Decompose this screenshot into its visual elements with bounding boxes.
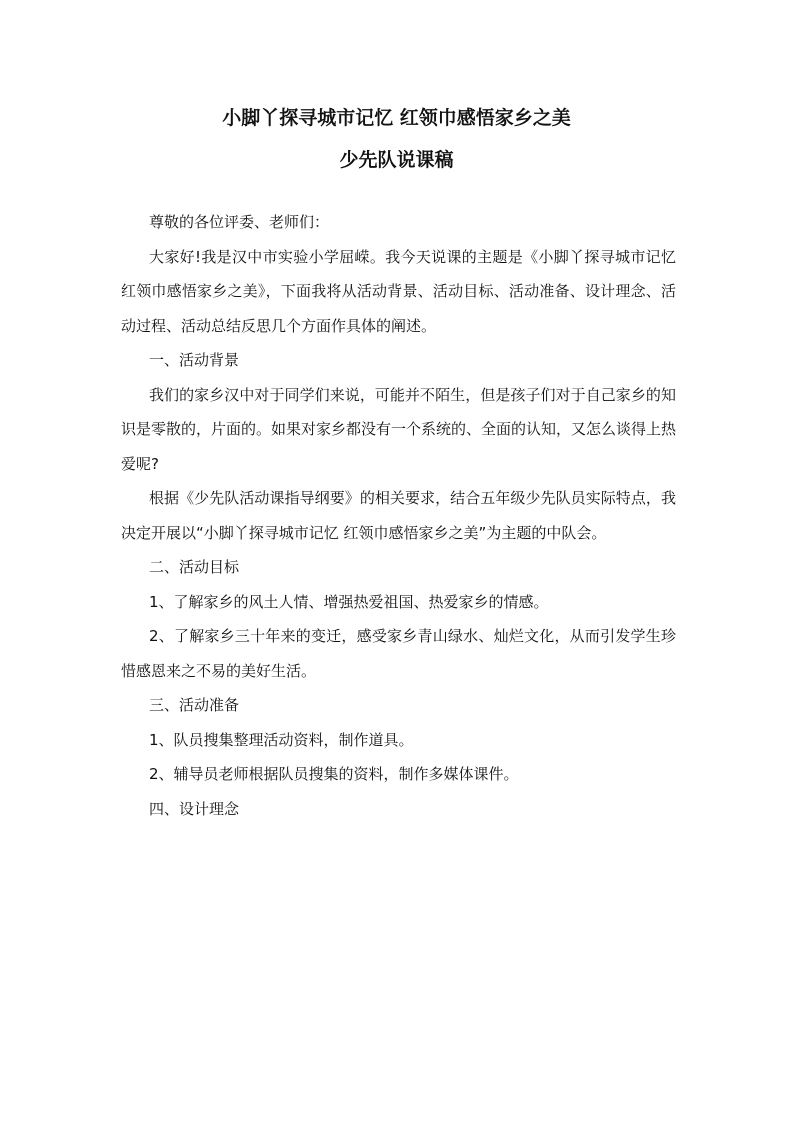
document-body xyxy=(121,205,676,826)
section-heading-preparation: 三、活动准备 xyxy=(149,696,240,714)
section-heading-design: 四、设计理念 xyxy=(149,799,240,818)
document-subtitle: 少先队说课稿 xyxy=(339,149,454,171)
goal-item-1: 1、了解家乡的风土人情、增强热爱祖国、热爱家乡的情感。 xyxy=(149,592,549,611)
background-paragraph-1: 我们的家乡汉中对于同学们来说，可能并不陌生，但是孩子们对于自己家乡的知识是零散的，片面的。如果对家乡都没有一个系统的、全面的认知，又怎么谈得上热爱呢? xyxy=(121,385,677,473)
preparation-item-1: 1、队员搜集整理活动资料，制作道具。 xyxy=(149,730,414,749)
section-heading-goals: 二、活动目标 xyxy=(149,558,240,576)
background-paragraph-2: 根据《少先队活动课指导纲要》的相关要求，结合五年级少先队员实际特点，我决定开展以“小脚丫探寻城市记忆 红领巾感悟家乡之美”为主题的中队会。 xyxy=(121,489,676,542)
intro-paragraph: 大家好!我是汉中市实验小学屈嵘。我今天说课的主题是《小脚丫探寻城市记忆 红领巾感悟家乡之美》，下面我将从活动背景、活动目标、活动准备、设计理念、活动过程、活动总结反思几个方面作具体的阐述。 xyxy=(121,247,676,335)
document-title: 小脚丫探寻城市记忆 红领巾感悟家乡之美 xyxy=(222,107,571,129)
section-heading-background: 一、活动背景 xyxy=(149,351,240,369)
preparation-item-2: 2、辅导员老师根据队员搜集的资料，制作多媒体课件。 xyxy=(149,765,519,783)
goal-item-2: 2、了解家乡三十年来的变迁，感受家乡青山绿水、灿烂文化，从而引发学生珍惜感恩来之不易的美好生活。 xyxy=(121,627,676,680)
greeting-paragraph: 尊敬的各位评委、老师们： xyxy=(149,213,330,231)
